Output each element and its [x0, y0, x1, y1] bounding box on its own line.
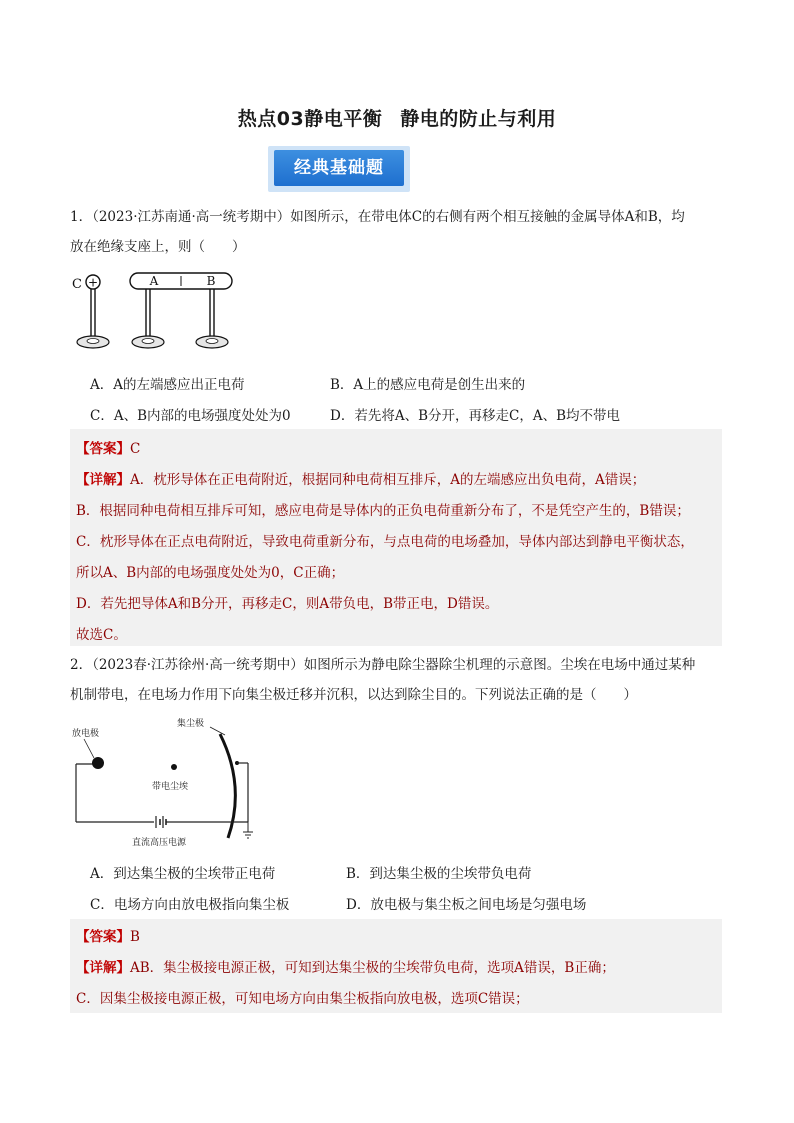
question-2-answer-box: [70, 919, 722, 1013]
plus-sign: +: [87, 275, 99, 290]
question-2-option-a[interactable]: A．到达集尘极的尘埃带正电荷: [90, 866, 276, 882]
question-1-detail-line-2: B．根据同种电荷相互排斥可知，感应电荷是导体内的正负电荷重新分布了，不是凭空产生的，B错误；: [76, 503, 690, 519]
question-1-option-c[interactable]: C．A、B内部的电场强度处处为0: [90, 408, 291, 424]
title-part-2: 静电的防止与利用: [400, 108, 557, 130]
question-2-line-2: 机制带电，在电场力作用下向集尘极迁移并沉积，以达到除尘目的。下列说法正确的是（ ）: [70, 687, 637, 703]
label-discharge: 放电极: [72, 729, 100, 739]
question-2-option-c[interactable]: C．电场方向由放电极指向集尘板: [90, 897, 290, 913]
question-1-option-a[interactable]: A．A的左端感应出正电荷: [90, 377, 245, 393]
question-1-detail-line-1: 【详解】A．枕形导体在正电荷附近，根据同种电荷相互排斥，A的左端感应出负电荷，A错误；: [76, 472, 646, 488]
title-part-1: 热点03静电平衡: [237, 108, 383, 130]
label-power-source: 直流高压电源: [132, 838, 187, 848]
discharge-electrode: [92, 757, 104, 769]
question-2-stem: [70, 650, 722, 710]
question-1-stem: [70, 202, 722, 262]
question-1-detail-line-3: C．枕形导体在正点电荷附近，导致电荷重新分布，与点电荷的电场叠加，导体内部达到静电平衡状态，: [76, 534, 694, 550]
question-2-option-d[interactable]: D．放电极与集尘板之间电场是匀强电场: [346, 897, 587, 913]
figure-label-c: C: [72, 277, 82, 292]
question-1-figure: [70, 268, 240, 358]
question-1-line-2: 放在绝缘支座上，则（ ）: [70, 239, 246, 255]
question-2-line-1: 2．（2023春·江苏徐州·高一统考期中）如图所示为静电除尘器除尘机理的示意图。尘埃在电场中通过某种: [70, 657, 696, 673]
question-1-detail-line-4: 所以A、B内部的电场强度处处为0，C正确；: [76, 565, 345, 581]
question-2-figure: [70, 712, 270, 852]
section-badge-label: 经典基础题: [274, 150, 404, 186]
section-badge: [268, 146, 410, 192]
question-1-detail-line-5: D．若先把导体A和B分开，再移走C，则A带负电，B带正电，D错误。: [76, 596, 499, 612]
question-2-option-b[interactable]: B．到达集尘极的尘埃带负电荷: [346, 866, 532, 882]
question-1-answer: 【答案】C: [76, 441, 141, 457]
figure-label-a: A: [149, 274, 159, 288]
question-1-line-1: 1．（2023·江苏南通·高一统考期中）如图所示，在带电体C的右侧有两个相互接触的金属导体A和B，均: [70, 209, 685, 225]
question-2-answer: 【答案】B: [76, 929, 140, 945]
label-collector: 集尘极: [177, 719, 205, 729]
question-1-answer-box: [70, 429, 722, 646]
figure-label-b: B: [206, 274, 216, 288]
page-title: [0, 104, 794, 131]
question-2-detail-line-1: 【详解】AB．集尘极接电源正极，可知到达集尘极的尘埃带负电荷，选项A错误，B正确；: [76, 960, 615, 976]
question-2-detail-line-2: C．因集尘极接电源正极，可知电场方向由集尘板指向放电极，选项C错误；: [76, 991, 529, 1007]
label-dust: 带电尘埃: [152, 782, 189, 792]
dust-particle: [171, 764, 177, 770]
question-1-option-d[interactable]: D．若先将A、B分开，再移走C，A、B均不带电: [330, 408, 620, 424]
question-1-option-b[interactable]: B．A上的感应电荷是创生出来的: [330, 377, 526, 393]
question-1-detail-line-6: 故选C。: [76, 627, 127, 643]
